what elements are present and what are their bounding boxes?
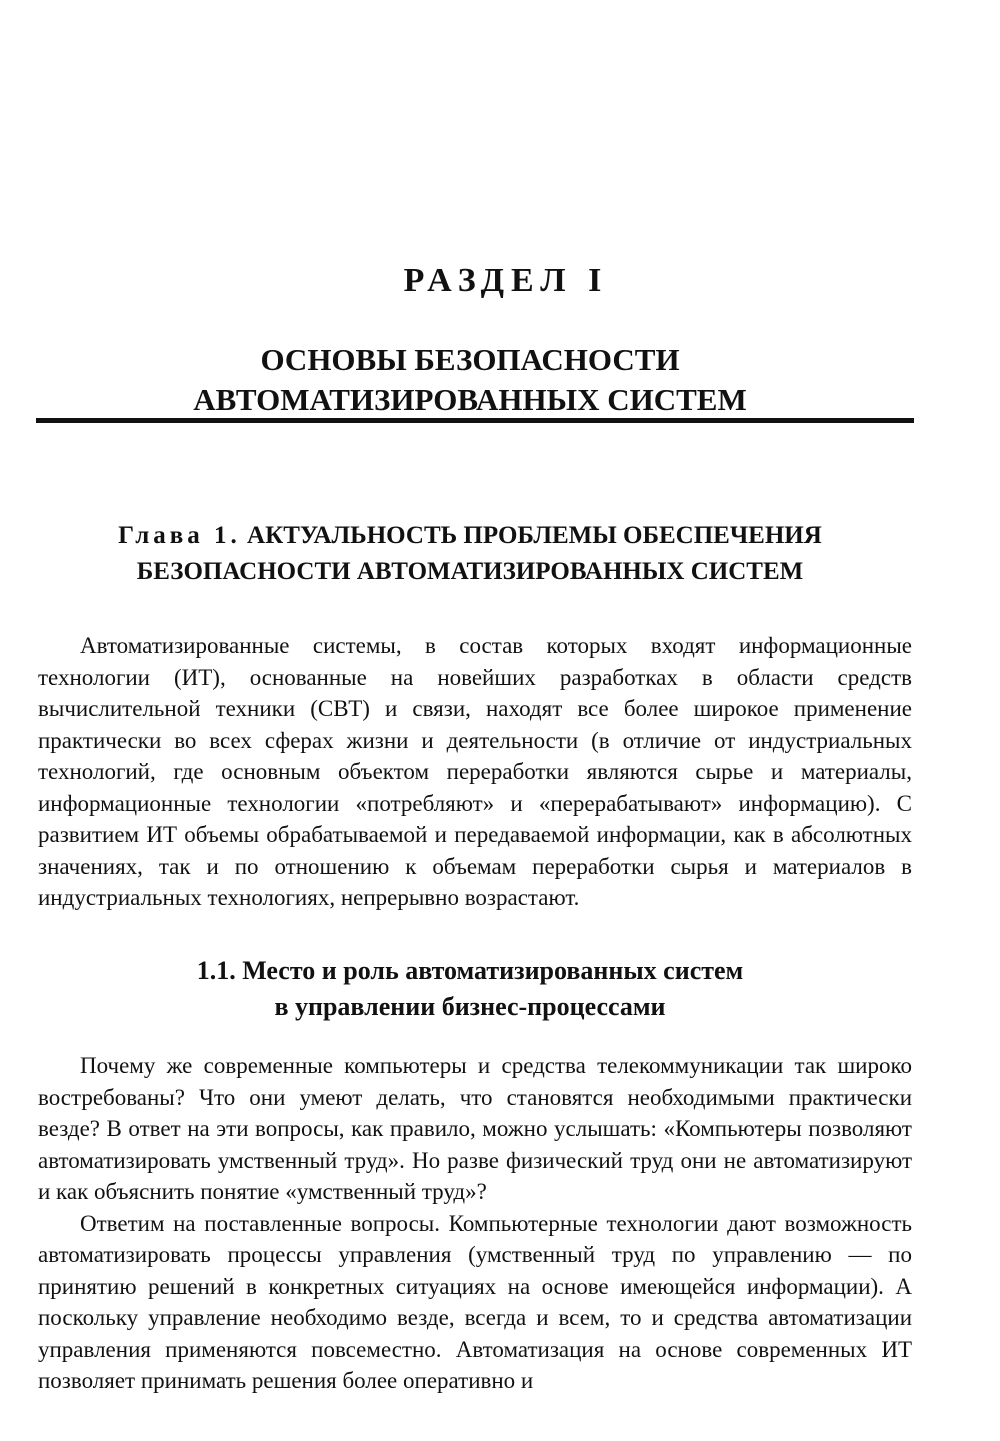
section-divider — [36, 418, 914, 423]
section-title — [0, 340, 940, 420]
chapter-title-text-1: АКТУАЛЬНОСТЬ ПРОБЛЕМЫ ОБЕСПЕЧЕНИЯ — [247, 522, 822, 549]
section-title-line-2: АВТОМАТИЗИРОВАННЫХ СИСТЕМ — [193, 382, 747, 417]
subsection-paragraph-1: Почему же современные компьютеры и средства телекоммуникации так широко востребованы? Что они умеют делать, что становятся необходимыми практически везде? В ответ на эти вопросы, как правило, можно услышать: «Компьютеры позволяют автоматизировать умственный труд». Но разве физический труд они не автоматизируют и как объяснить понятие «умственный труд»? — [38, 1053, 912, 1204]
subsection-title — [0, 953, 940, 1025]
chapter-label: Глава 1. — [118, 522, 241, 549]
subsection-title-line-1: 1.1. Место и роль автоматизированных систем — [196, 956, 744, 985]
chapter-title-line-1 — [0, 518, 940, 554]
subsection-title-line-2: в управлении бизнес-процессами — [274, 992, 666, 1021]
subsection-text — [38, 1050, 912, 1397]
chapter-title — [0, 518, 940, 590]
intro-text — [38, 630, 912, 914]
intro-paragraph-1: Автоматизированные системы, в состав которых входят информационные технологии (ИТ), основанные на новейших разработках в области средств вычислительной техники (СВТ) и связи, находят все более широкое применение практически во всех сферах жизни и деятельности (в отличие от индустриальных технологий, где основным объектом переработки являются сырье и материалы, информационные технологии «потребляют» и «перерабатывают» информацию). С развитием ИТ объемы обрабатываемой и передаваемой информации, как в абсолютных значениях, так и по отношению к объемам переработки сырья и материалов в индустриальных технологиях, непрерывно возрастают. — [38, 633, 912, 910]
section-title-line-1: ОСНОВЫ БЕЗОПАСНОСТИ — [260, 342, 680, 377]
subsection-paragraph-2: Ответим на поставленные вопросы. Компьютерные технологии дают возможность автоматизировать процессы управления (умственный труд по управлению — по принятию решений в конкретных ситуациях на основе имеющейся информации). А поскольку управление необходимо везде, всегда и всем, то и средства автоматизации управления применяются повсеместно. Автоматизация на основе современных ИТ позволяет принимать решения более оперативно и — [38, 1210, 912, 1393]
chapter-title-line-2: БЕЗОПАСНОСТИ АВТОМАТИЗИРОВАННЫХ СИСТЕМ — [136, 558, 804, 585]
section-label: РАЗДЕЛ I — [403, 262, 609, 299]
